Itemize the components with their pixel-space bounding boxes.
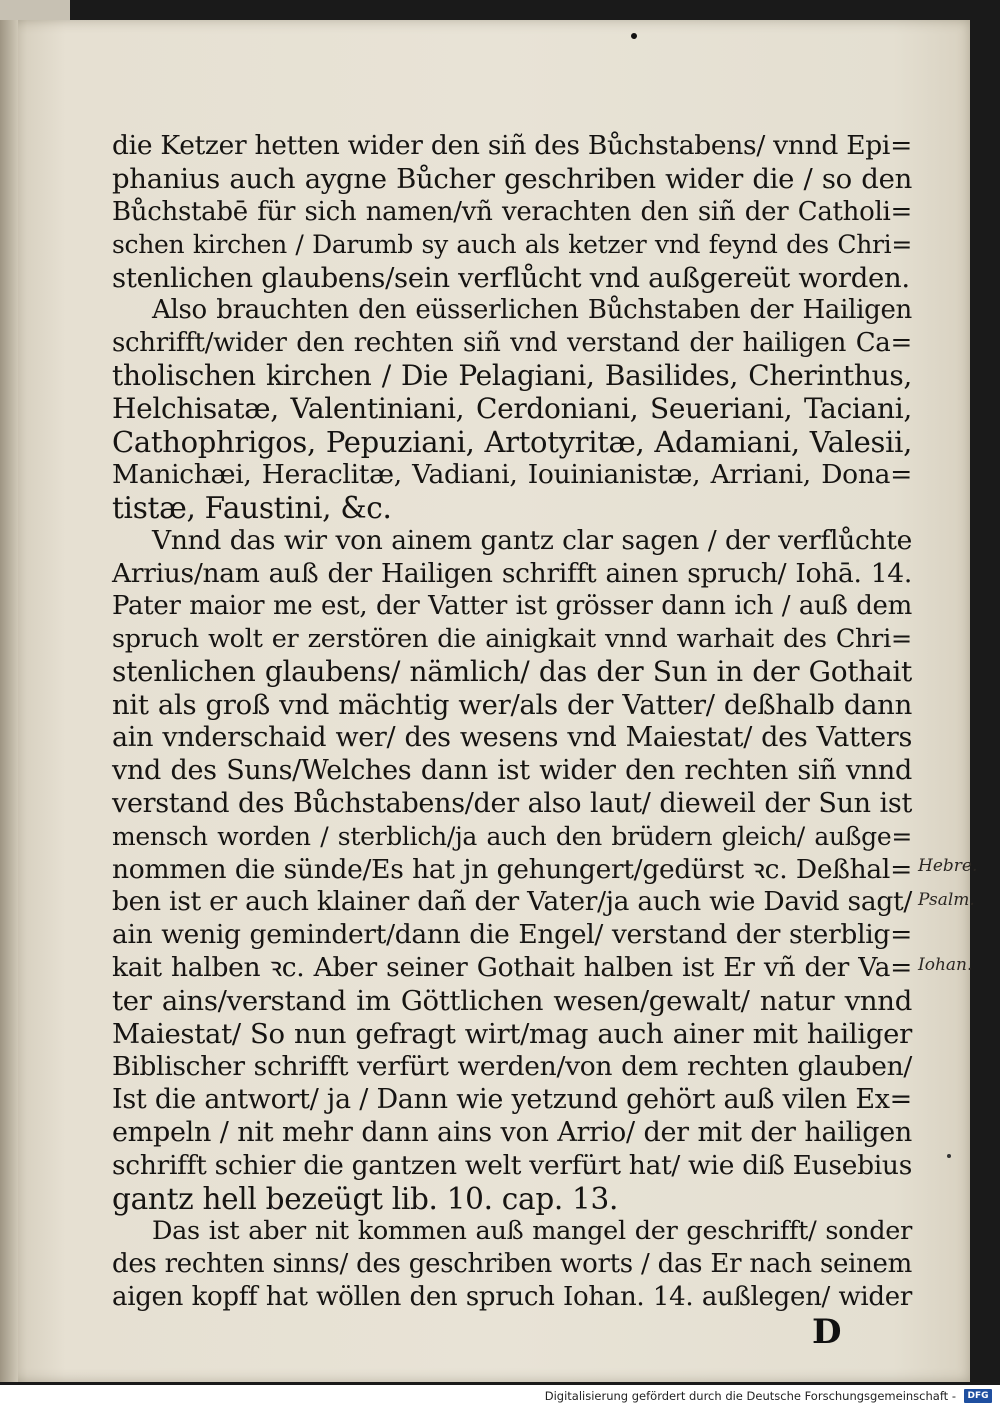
text-line: aigen kopff hat wöllen den spruch Iohan. 14. außlegen/ wider <box>112 1282 912 1313</box>
body-text <box>112 130 912 1314</box>
dfg-logo: DFG <box>964 1389 992 1403</box>
text-line: tistæ, Faustini, &c. <box>112 490 392 525</box>
text-line: schrifft/wider den rechten siñ vnd verstand der hailigen Ca= <box>112 328 912 359</box>
text-line: Das ist aber nit kommen auß mangel der geschrifft/ sonder <box>152 1216 912 1247</box>
text-line: stenlichen glaubens/sein verflůcht vnd außgereüt worden. <box>112 261 910 294</box>
text-line: Pater maior me est, der Vatter ist grösser dann ich / auß dem <box>112 591 912 622</box>
text-line: spruch wolt er zerstören die ainigkait vnnd warhait des Chri= <box>112 624 912 655</box>
page-dot-mark <box>631 33 637 39</box>
text-line: Ist die antwort/ ja / Dann wie yetzund gehört auß vilen Ex= <box>112 1083 912 1115</box>
text-line: Also brauchten den eüsserlichen Bůchstaben der Hailigen <box>152 295 912 326</box>
text-line: Helchisatæ, Valentiniani, Cerdoniani, Seueriani, Taciani, <box>112 392 912 426</box>
text-line: Cathophrigos, Pepuziani, Artotyritæ, Adamiani, Valesii, <box>112 425 912 460</box>
text-line: Vnnd das wir von ainem gantz clar sagen / der verflůchte <box>152 524 912 556</box>
text-line: des rechten sinns/ des geschriben worts / das Er nach seinem <box>112 1249 912 1280</box>
text-line: ter ains/verstand im Göttlichen wesen/gewalt/ natur vnnd <box>112 985 912 1018</box>
text-line: ain vnderschaid wer/ des wesens vnd Maiestat/ des Vatters <box>112 722 912 754</box>
text-line: tholischen kirchen / Die Pelagiani, Basilides, Cherinthus, <box>112 359 912 393</box>
text-line: Maiestat/ So nun gefragt wirt/mag auch ainer mit hailiger <box>112 1018 912 1051</box>
text-line: schen kirchen / Darumb sy auch als ketzer vnd feynd des Chri= <box>112 229 912 259</box>
text-line: gantz hell bezeügt lib. 10. cap. 13. <box>112 1181 619 1216</box>
catchword: D <box>812 1312 842 1352</box>
text-line: Bůchstabē für sich namen/vñ verachten den siñ der Catholi= <box>112 196 912 227</box>
text-line: stenlichen glaubens/ nämlich/ das der Sun in der Gothait <box>112 655 912 689</box>
margin-note-iohan: Iohan. <box>918 955 973 975</box>
text-line: ain wenig gemindert/dann die Engel/ verstand der sterblig= <box>112 919 912 951</box>
margin-note-psalm: Psalm. <box>918 890 975 910</box>
footer-credit: Digitalisierung gefördert durch die Deutsche Forschungsgemeinschaft - <box>544 1389 956 1403</box>
text-line: verstand des Bůchstabens/der also laut/ dieweil der Sun ist <box>112 787 912 819</box>
margin-note-hebre: Hebre. <box>918 856 978 876</box>
text-line: ben ist er auch klainer dañ der Vater/ja auch wie David sagt/ <box>112 886 912 918</box>
text-line: empeln / nit mehr dann ains von Arrio/ der mit der hailigen <box>112 1116 912 1148</box>
text-line: schrifft schier die gantzen welt verfürt hat/ wie diß Eusebius <box>112 1149 913 1181</box>
text-line: phanius auch aygne Bůcher geschriben wider die / so den <box>112 162 912 195</box>
footer-bar <box>0 1385 1000 1408</box>
text-line: kait halben ꝛc. Aber seiner Gothait halben ist Er vñ der Va= <box>112 952 912 984</box>
ink-speck <box>947 1154 951 1158</box>
text-line: die Ketzer hetten wider den siñ des Bůchstabens/ vnnd Epi= <box>112 130 912 161</box>
text-line: vnd des Suns/Welches dann ist wider den rechten siñ vnnd <box>112 754 912 786</box>
text-line: mensch worden / sterblich/ja auch den brüdern gleich/ außge= <box>112 821 912 851</box>
text-line: Manichæi, Heraclitæ, Vadiani, Iouinianistæ, Arriani, Dona= <box>112 458 912 490</box>
text-line: nit als groß vnd mächtig wer/als der Vatter/ deßhalb dann <box>112 689 912 722</box>
text-line: Arrius/nam auß der Hailigen schrifft ainen spruch/ Iohā. 14. <box>112 557 912 589</box>
text-line: nommen die sünde/Es hat jn gehungert/gedürst ꝛc. Deßhal= <box>112 853 912 885</box>
text-line: Biblischer schrifft verfürt werden/von dem rechten glauben/ <box>112 1050 912 1082</box>
page-gutter <box>0 20 18 1382</box>
